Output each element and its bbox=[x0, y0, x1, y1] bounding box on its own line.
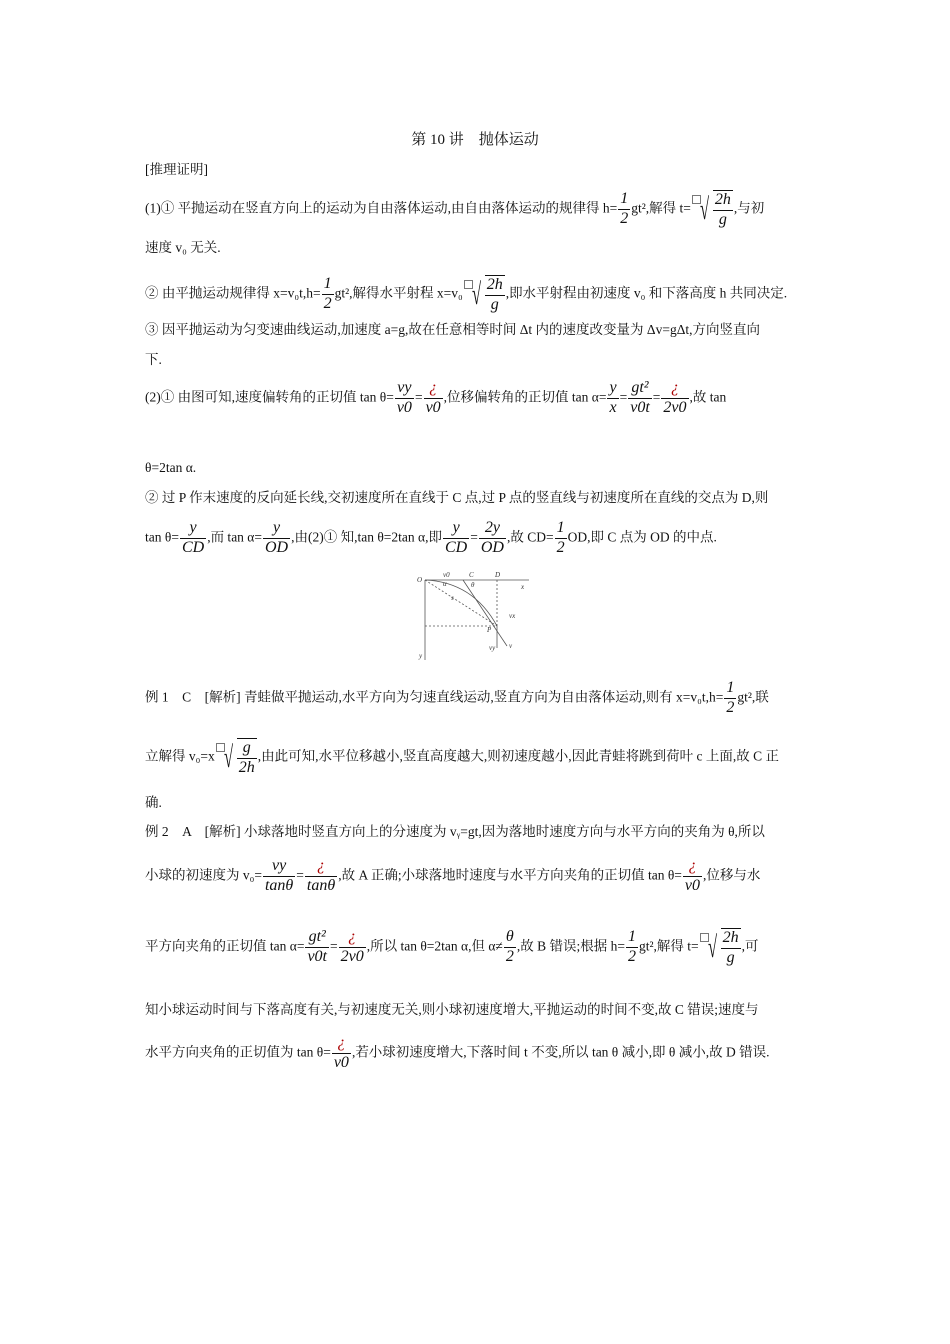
fig-label-theta: θ bbox=[471, 581, 475, 589]
fig-label-O: O bbox=[417, 576, 423, 584]
example-1-line-1: 例 1 C [解析] 青蛙做平抛运动,水平方向为匀速直线运动,竖直方向为自由落体运动,则有 x=v₀t,h= $\frac{1}{2}$ gt²,联 bbox=[145, 679, 769, 716]
example-2-line-2: 小球的初速度为 v₀= $\frac{vy}{\tan\theta}$ = $\frac{¿}{\tan\theta}$ ,故 A 正确;小球落地时速度与水平方向夹角的正切值 tan θ= $\frac{¿}{v0}$ ,位移与水 bbox=[145, 857, 761, 894]
example-2-line-1: 例 2 A [解析] 小球落地时竖直方向上的分速度为 vᵧ=gt,因为落地时速度方向与水平方向的夹角为 θ,所以 bbox=[145, 824, 765, 839]
fig-label-vy: vy bbox=[489, 644, 496, 652]
example-2-line-3: 平方向夹角的正切值 tan α= $\frac{\text{gt²}}{v0t}$ = $\frac{¿}{2v0}$ ,所以 tan θ=2tan α,但 α≠ $\frac{\theta}{2}$ ,故 B 错误;根据 h= $\frac{1}{2}$ gt²,解得 t= √ $\frac{2h}{g}$ ,可 bbox=[145, 928, 810, 967]
fig-label-C: C bbox=[469, 571, 474, 579]
example-1-line-3: 确. bbox=[145, 795, 162, 810]
fig-label-y: y bbox=[419, 652, 423, 660]
fig-label-v: v bbox=[509, 642, 513, 650]
para-4-line-2: θ=2tan α. bbox=[145, 460, 197, 475]
fig-label-P: P bbox=[487, 626, 492, 634]
example-2-line-4: 知小球运动时间与下落高度有关,与初速度无关,则小球初速度增大,平抛运动的时间不变,故 C 错误;速度与 bbox=[145, 1002, 759, 1017]
velocity-line bbox=[463, 580, 507, 646]
para-4-line-1: (2)① 由图可知,速度偏转角的正切值 tan θ= $\frac{vy}{v0}$ = $\frac{¿}{v0}$ ,位移偏转角的正切值 tan α= $\frac{y}{x}$ = $\frac{\text{gt²}}{v0t}$ = $\frac{¿}{2v0}$ ,故 tan bbox=[145, 379, 727, 416]
fig-label-D: D bbox=[495, 571, 501, 579]
fig-label-v0: v0 bbox=[443, 571, 450, 579]
fig-label-vx: vx bbox=[509, 612, 516, 620]
para-1-line-2: 速度 v₀ 无关. bbox=[145, 240, 221, 255]
para-5-line-2: tan θ= $\frac{y}{CD}$ ,而 tan α= $\frac{y}{OD}$ ,由(2)① 知,tan θ=2tan α,即 $\frac{y}{CD}$ = $\frac{2y}{OD}$ ,故 CD= $\frac{1}{2}$ OD,即 C 点为 OD 的中点. bbox=[145, 519, 717, 556]
fig-label-s: s bbox=[451, 594, 454, 602]
section-label: [推理证明] bbox=[145, 162, 208, 177]
para-1-line-1: (1)① 平抛运动在竖直方向上的运动为自由落体运动,由自由落体运动的规律得 h= $\frac{1}{2}$ gt²,解得 t= √ $\frac{2h}{g}$ ,与初 bbox=[145, 190, 810, 229]
fig-label-x: x bbox=[521, 583, 525, 591]
example-2-line-5: 水平方向夹角的正切值为 tan θ= $\frac{¿}{v0}$ ,若小球初速度增大,下落时间 t 不变,所以 tan θ 减小,即 θ 减小,故 D 错误. bbox=[145, 1034, 770, 1071]
para-2: ② 由平抛运动规律得 x=v₀t,h= $\frac{1}{2}$ gt²,解得水平射程 x=v₀ √ $\frac{2h}{g}$ ,即水平射程由初速度 v₀ 和下落高度 h 共同决定. bbox=[145, 275, 810, 314]
para-3-line-1: ③ 因平抛运动为匀变速曲线运动,加速度 a=g,故在任意相等时间 Δt 内的速度改变量为 Δv=gΔt,方向竖直向 bbox=[145, 322, 761, 337]
page-title: 第 10 讲 抛体运动 bbox=[411, 132, 539, 148]
fig-label-alpha: α bbox=[443, 580, 447, 588]
para-5-line-1: ② 过 P 作末速度的反向延长线,交初速度所在直线于 C 点,过 P 点的竖直线与初速度所在直线的交点为 D,则 bbox=[145, 490, 769, 505]
displacement-line bbox=[425, 580, 497, 626]
projectile-diagram bbox=[413, 568, 533, 664]
para-3-line-2: 下. bbox=[145, 352, 162, 367]
example-1-line-2: 立解得 v₀=x √ $\frac{g}{2h}$ ,由此可知,水平位移越小,竖直高度越大,则初速度越小,因此青蛙将跳到荷叶 c 上面,故 C 正 bbox=[145, 738, 810, 777]
